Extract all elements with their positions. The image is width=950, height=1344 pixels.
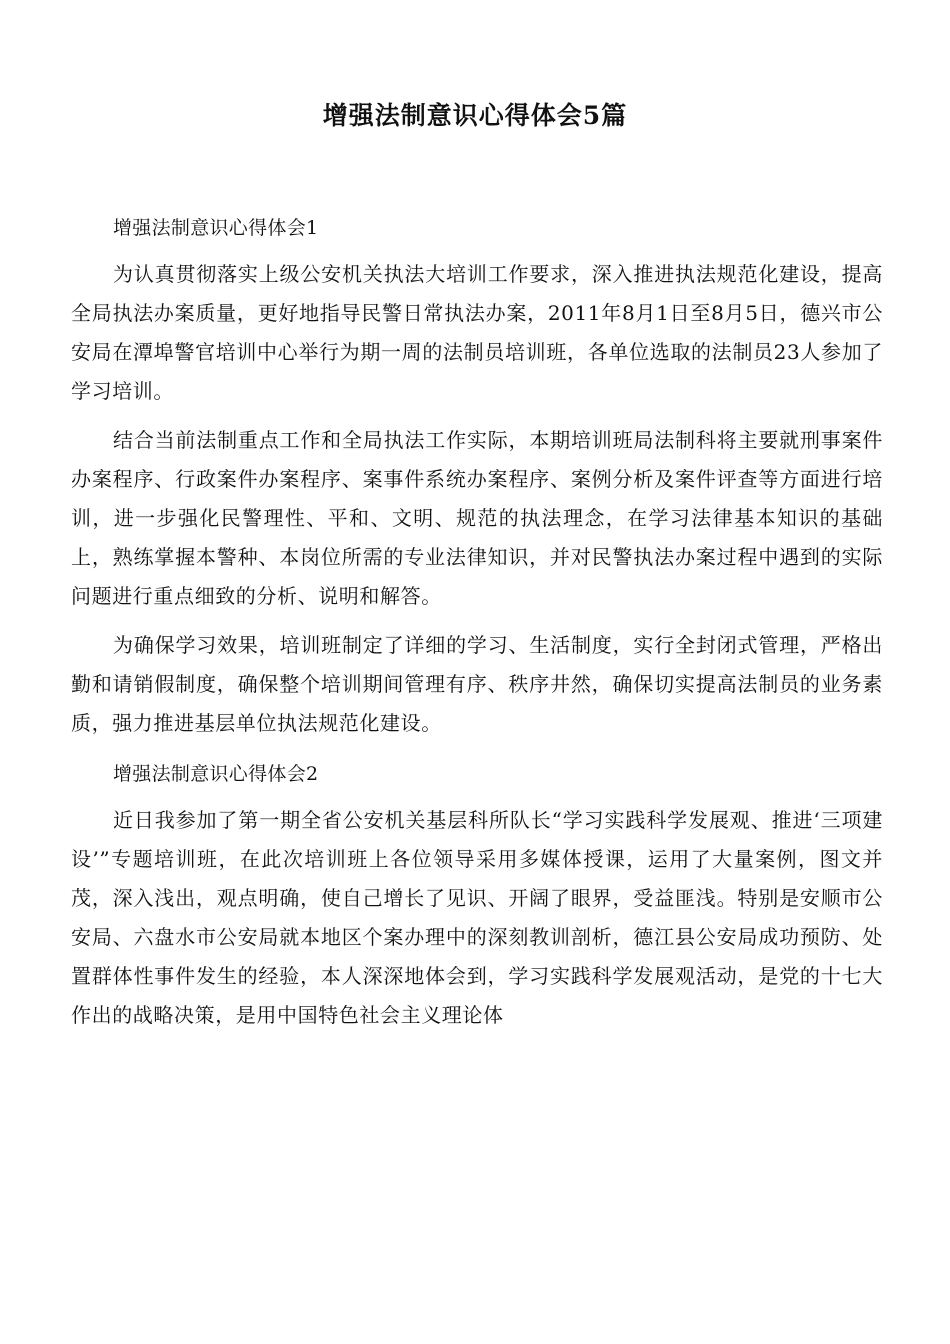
section-heading-1: 增强法制意识心得体会1 xyxy=(113,217,319,239)
section-2-paragraph-1: 近日我参加了第一期全省公安机关基层科所队长“学习实践科学发展观、推进‘三项建设’”专题培训班，在此次培训班上各位领导采用多媒体授课，运用了大量案例，图文并茂，深入浅出，观点明确，使自己增长了见识、开阔了眼界，受益匪浅。特别是安顺市公安局、六盘水市公安局就本地区个案办理中的深刻教训剖析，德江县公安局成功预防、处置群体性事件发生的经验，本人深深地体会到，学习实践科学发展观活动，是党的十七大作出的战略决策，是用中国特色社会主义理论体 xyxy=(71,808,883,1027)
section-1-paragraph-3: 为确保学习效果，培训班制定了详细的学习、生活制度，实行全封闭式管理，严格出勤和请销假制度，确保整个培训期间管理有序、秩序井然，确保切实提高法制员的业务素质，强力推进基层单位执法规范化建设。 xyxy=(71,633,883,735)
document-body xyxy=(71,207,883,1045)
section-1-paragraph-1: 为认真贯彻落实上级公安机关执法大培训工作要求，深入推进执法规范化建设，提高全局执法办案质量，更好地指导民警日常执法办案，2011年8月1日至8月5日，德兴市公安局在潭埠警官培训中心举行为期一周的法制员培训班，各单位选取的法制员23人参加了学习培训。 xyxy=(71,262,883,403)
document-title: 增强法制意识心得体会5篇 xyxy=(322,101,628,130)
section-heading-2: 增强法制意识心得体会2 xyxy=(113,763,319,785)
section-1-paragraph-2: 结合当前法制重点工作和全局执法工作实际，本期培训班局法制科将主要就刑事案件办案程序、行政案件办案程序、案事件系统办案程序、案例分析及案件评查等方面进行培训，进一步强化民警理性、平和、文明、规范的执法理念，在学习法律基本知识的基础上，熟练掌握本警种、本岗位所需的专业法律知识，并对民警执法办案过程中遇到的实际问题进行重点细致的分析、说明和解答。 xyxy=(71,428,883,608)
